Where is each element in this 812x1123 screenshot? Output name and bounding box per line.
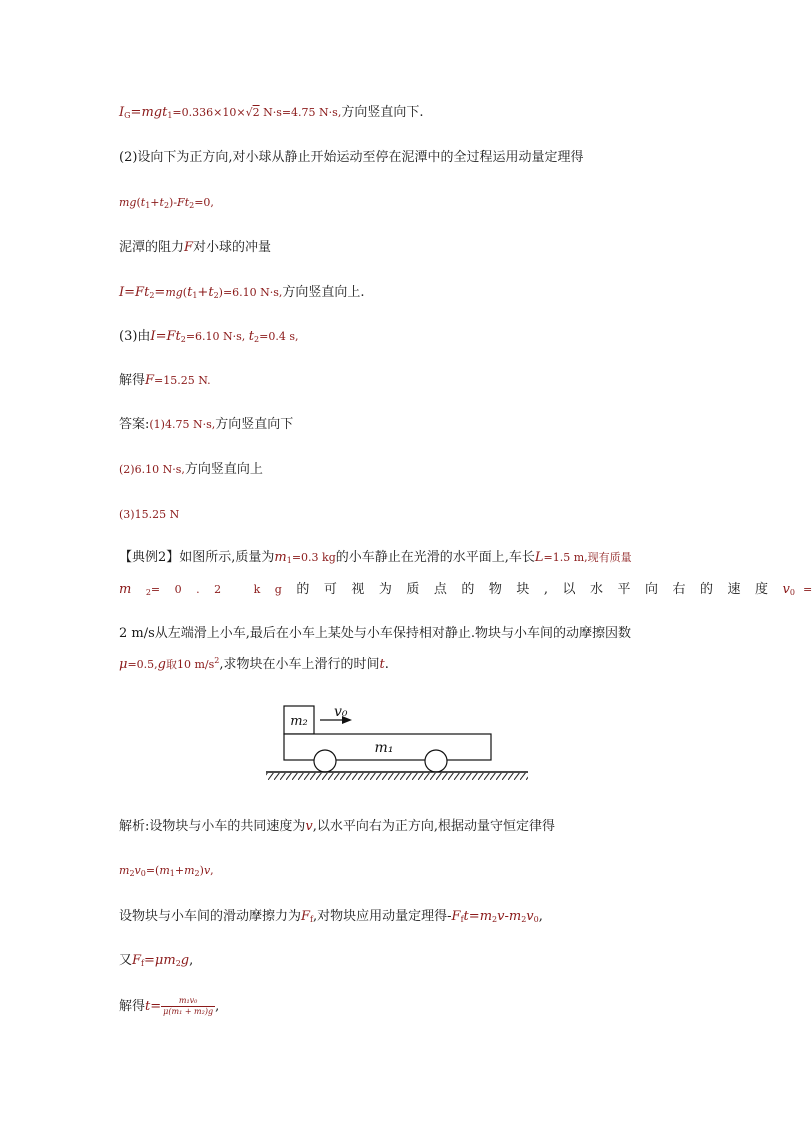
line-answer-2 — [119, 461, 263, 479]
var: t — [208, 285, 214, 300]
eq: = — [124, 285, 136, 300]
comma: , — [538, 909, 543, 924]
denominator: μ(m₁ + m₂)g — [163, 1007, 214, 1016]
sub: 2 — [492, 915, 498, 924]
text: ,以水平向右为正方向,根据动量守恒定律得 — [312, 819, 556, 834]
op: + — [174, 864, 185, 877]
expr: =0.336×10× — [172, 106, 246, 119]
sub: 2 — [175, 959, 181, 968]
eq: =( — [145, 864, 160, 877]
var: t — [140, 196, 146, 209]
car-label: m₁ — [374, 740, 394, 756]
text: 解得 — [119, 999, 146, 1014]
wheel-right — [425, 750, 447, 772]
cart-block-figure — [262, 700, 534, 784]
text: (3)由 — [119, 329, 151, 344]
var: t — [248, 329, 255, 344]
text: 设物块与小车间的滑动摩擦力为 — [119, 909, 302, 924]
var: t — [184, 196, 190, 209]
var: L — [534, 550, 544, 565]
var: t — [379, 657, 385, 672]
sub: 2 — [180, 335, 186, 344]
line-impulse-result — [119, 284, 365, 302]
var: m — [141, 105, 154, 120]
var: I — [150, 329, 156, 344]
line-answer-3: (3)15.25 N — [119, 508, 180, 521]
line-example2-title — [119, 549, 632, 567]
text: 解得 — [119, 373, 146, 388]
eq: = — [154, 285, 166, 300]
paren: ) — [199, 864, 204, 877]
op: + — [150, 196, 160, 209]
text: 方向竖直向上 — [184, 462, 263, 477]
sub: 2 — [163, 201, 170, 210]
var: t — [159, 196, 164, 209]
text: 又 — [119, 953, 133, 968]
paren: ( — [182, 286, 188, 299]
value: =6.10 N·s, — [185, 330, 249, 343]
ground-hatch — [266, 773, 528, 780]
value: =0.2 kg — [150, 583, 297, 596]
var: I — [119, 105, 125, 120]
sub: 2 — [145, 588, 151, 597]
fraction — [161, 996, 215, 1017]
sub: 0 — [533, 915, 539, 924]
text: 的可视为质点的物块,以水平向右的速度 — [296, 582, 783, 597]
numerator: m₁v₀ — [161, 996, 215, 1007]
direction: 方向竖直向下. — [341, 105, 424, 120]
eq: =0, — [194, 196, 214, 209]
var: v — [526, 909, 534, 924]
var: m — [119, 864, 130, 877]
var: mg — [165, 286, 183, 299]
var: m — [479, 909, 493, 924]
sub: 2 — [194, 869, 200, 878]
var: F — [451, 909, 461, 924]
line-example2-desc: 2 m/s从左端滑上小车,最后在小车上某处与小车保持相对静止.物块与小车间的动摩擦因数 — [119, 626, 632, 641]
var: F — [301, 909, 311, 924]
var: F — [135, 285, 145, 300]
value: =0.4 s, — [259, 330, 299, 343]
eq: = — [150, 999, 162, 1014]
sub: 1 — [145, 201, 151, 210]
direction: 方向竖直向上. — [282, 285, 365, 300]
block-label: m₂ — [290, 714, 308, 729]
var: v — [497, 909, 505, 924]
var: m — [159, 864, 170, 877]
var: t — [175, 329, 181, 344]
sqrt-arg: 2 — [252, 106, 260, 119]
var: v — [203, 864, 211, 877]
line-solve-F — [119, 372, 211, 390]
velocity-label: v₀ — [334, 704, 348, 720]
value: )=6.10 N·s, — [218, 286, 283, 299]
text: . — [384, 657, 389, 672]
sub: 1 — [286, 556, 292, 565]
var: m — [119, 582, 146, 597]
var: μ — [119, 657, 128, 672]
eq: = — [144, 953, 155, 968]
var: v — [782, 582, 790, 597]
var: v — [134, 864, 141, 877]
sub: 1 — [169, 869, 175, 878]
var: t — [144, 285, 150, 300]
var: F — [177, 196, 185, 209]
line-example2-question — [119, 656, 389, 674]
sub: f — [141, 959, 145, 968]
op: )- — [169, 196, 178, 209]
var: t — [145, 999, 151, 1014]
value: =0.5, — [127, 658, 158, 671]
text: 的小车静止在光滑的水平面上,车长 — [335, 550, 535, 565]
text: 对小球的冲量 — [193, 240, 272, 255]
paren: ( — [136, 196, 141, 209]
comma: , — [189, 953, 194, 968]
line-analysis — [119, 818, 555, 836]
label: 答案: — [119, 417, 150, 432]
sub: 0 — [140, 869, 146, 878]
line-answer-1 — [119, 416, 293, 434]
var: m — [274, 550, 287, 565]
line-friction-theorem — [119, 908, 543, 926]
value: =0.3 kg — [291, 551, 336, 564]
value: 取10 m/s — [166, 658, 215, 671]
value: =15.25 N. — [154, 374, 211, 387]
line-solve-t — [119, 996, 219, 1017]
sub: 0 — [789, 588, 795, 597]
var: t — [463, 909, 469, 924]
sub: 2 — [521, 915, 527, 924]
sub: 2 — [189, 201, 195, 210]
sqrt-sign: √ — [245, 106, 253, 119]
var: μ — [154, 953, 164, 968]
comma: , — [210, 864, 214, 877]
var: g — [157, 657, 166, 672]
var: g — [180, 953, 190, 968]
sub: 2 — [129, 869, 135, 878]
eq: = — [468, 909, 480, 924]
value: =1.5 m,现有质量 — [543, 551, 632, 564]
op: + — [197, 285, 209, 300]
eq: = — [130, 105, 142, 120]
eq: = — [155, 329, 167, 344]
text: 泥潭的阻力 — [119, 240, 185, 255]
var: F — [145, 373, 155, 388]
text: 解析:设物块与小车的共同速度为 — [119, 819, 306, 834]
var: I — [119, 285, 125, 300]
sub: 1 — [167, 111, 173, 120]
line-friction-def — [119, 952, 193, 970]
var: g — [153, 105, 163, 120]
line-example2-mass2 — [119, 581, 812, 599]
comma: , — [215, 999, 220, 1014]
line-part2-intro: (2)设向下为正方向,对小球从静止开始运动至停在泥潭中的全过程运用动量定理得 — [119, 150, 584, 165]
var: t — [187, 285, 193, 300]
sub: 2 — [254, 335, 260, 344]
var: t — [162, 105, 168, 120]
value: (1)4.75 N·s, — [149, 418, 216, 431]
sub: f — [310, 915, 314, 924]
var: F — [166, 329, 176, 344]
sub: 2 — [149, 291, 155, 300]
var: m — [163, 953, 176, 968]
eq: = — [802, 583, 812, 596]
line-part3 — [119, 328, 298, 346]
text: 方向竖直向下 — [215, 417, 294, 432]
unit: N·s=4.75 N·s, — [259, 106, 342, 119]
var: F — [184, 240, 194, 255]
var: F — [132, 953, 142, 968]
wheel-left — [314, 750, 336, 772]
text: 【典例2】如图所示,质量为 — [119, 550, 275, 565]
text: ,求物块在小车上滑行的时间 — [219, 657, 380, 672]
sub: 1 — [192, 291, 198, 300]
sub: 2 — [213, 291, 219, 300]
line-momentum-conservation — [119, 862, 214, 880]
var: mg — [119, 196, 137, 209]
sup: 2 — [214, 656, 220, 665]
sub: G — [124, 111, 131, 120]
line-momentum-equation — [119, 194, 214, 212]
sub: f — [460, 915, 464, 924]
var: m — [184, 864, 195, 877]
value: (2)6.10 N·s, — [119, 463, 185, 476]
line-resistance-impulse — [119, 239, 271, 257]
text: ,对物块应用动量定理得- — [313, 909, 452, 924]
op: - — [504, 909, 509, 924]
var: v — [305, 819, 313, 834]
line-impulse-gravity — [119, 104, 423, 122]
var: m — [508, 909, 522, 924]
